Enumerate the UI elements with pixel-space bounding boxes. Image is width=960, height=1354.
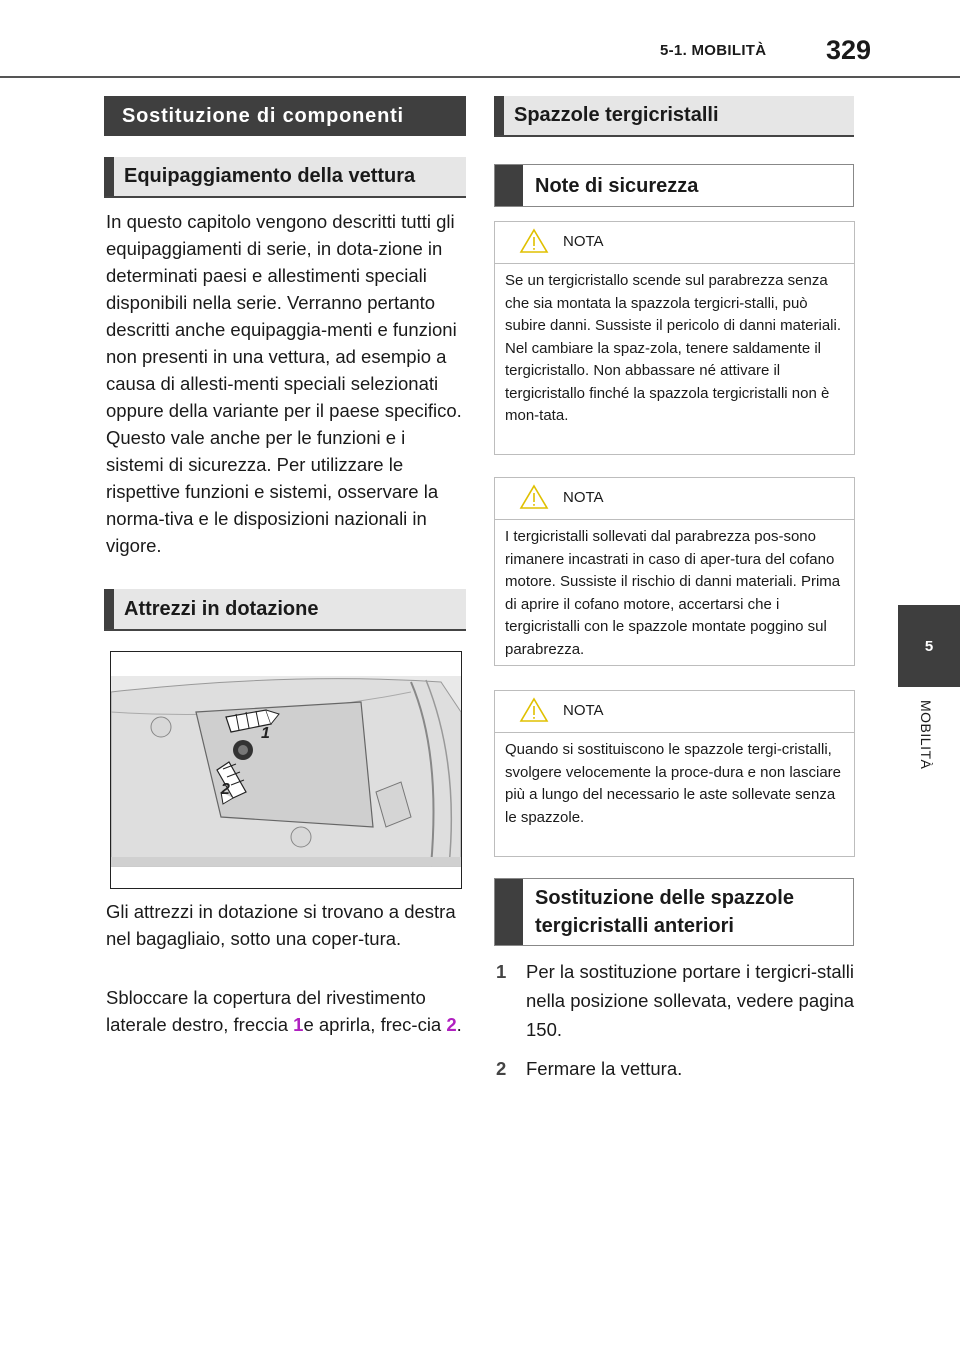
heading-safety-notes xyxy=(494,164,854,207)
section-title-wipers xyxy=(494,96,854,137)
figure-label-1: 1 xyxy=(261,725,270,742)
step-number: 2 xyxy=(496,1058,507,1079)
note-label: NOTA xyxy=(563,489,604,506)
step-item xyxy=(496,957,856,1044)
note-label: NOTA xyxy=(563,702,604,719)
note-box xyxy=(494,690,855,857)
step-text: Fermare la vettura. xyxy=(526,1058,683,1079)
warning-icon xyxy=(519,697,549,723)
subheading-equipment-text: Equipaggiamento della vettura xyxy=(124,165,416,187)
subheading-equipment xyxy=(104,157,466,198)
equipment-paragraph-text: In questo capitolo vengono descritti tutti gli equipaggiamenti di serie, in dota-zione in determinati paesi e allestimenti speciali disponibili nella serie. Verranno pertanto descritti anche equipaggia-menti e funzioni non presenti in una vettura, ad esempio a causa di allesti-menti speciali selezionati oppure della variante per il paese specifico. Questo vale anche per le funzioni e i sistemi di sicurezza. Per utilizzare le rispettive funzioni e sistemi, osservare la norma-tiva e le disposizioni nazionali in vigore. xyxy=(106,211,462,556)
warning-icon xyxy=(519,484,549,510)
running-header-section: 5-1. MOBILITÀ xyxy=(660,42,767,59)
page-number: 329 xyxy=(826,35,872,65)
trunk-illustration-drawing xyxy=(111,652,461,888)
step-number: 1 xyxy=(496,961,507,982)
section-title-wipers-text: Spazzole tergicristalli xyxy=(514,104,719,126)
tools-location-text: Gli attrezzi in dotazione si trovano a destra nel bagagliaio, sotto una coper-tura. xyxy=(106,901,456,949)
step-item xyxy=(496,1054,856,1083)
note-text: Quando si sostituiscono le spazzole tergi-cristalli, svolgere velocemente la proce-dura e non lasciare più a lungo del necessario le aste sollevate senza le spazzole. xyxy=(505,741,842,826)
warning-icon xyxy=(519,228,549,254)
note-box xyxy=(494,477,855,666)
note-text: Se un tergicristallo scende sul parabrezza senza che sia montata la spazzola tergicri-stalli, può subire danni. Sussiste il pericolo di danni materiali. Nel cambiare la spaz-zola, tenere saldamente il tergicristallo. Non abbassare né attivare il tergicristallo finché la spazzola tergicristalli non è mon-tata. xyxy=(505,272,842,424)
header-divider xyxy=(0,76,960,78)
figure-label-2: 2 xyxy=(221,781,230,798)
tools-location-paragraph xyxy=(106,898,466,952)
step-text: Per la sostituzione portare i tergicri-stalli nella posizione sollevata, vedere pagina 150. xyxy=(526,961,855,1040)
trunk-illustration xyxy=(110,651,462,889)
tools-unlock-text: Sbloccare la copertura del rivestimento laterale destro, freccia 1e aprirla, frec-cia 2. xyxy=(106,987,462,1035)
chapter-number: 5 xyxy=(924,637,934,655)
note-box xyxy=(494,221,855,455)
chapter-label: MOBILITÀ xyxy=(918,700,934,770)
heading-replace-front-wipers-text: Sostituzione delle spazzole tergicristalli anteriori xyxy=(535,887,794,937)
subheading-tools xyxy=(104,589,466,631)
equipment-paragraph xyxy=(106,208,466,559)
section-title: Sostituzione di componenti xyxy=(104,96,466,136)
subheading-tools-text: Attrezzi in dotazione xyxy=(124,597,319,620)
note-text: I tergicristalli sollevati dal parabrezza pos-sono rimanere incastrati in caso di aper-tura del cofano motore. Sussiste il rischio di danni materiali. Prima di aprire il cofano motore, accertarsi che i tergicristalli con le spazzole montate poggino sul parabrezza. xyxy=(505,528,841,658)
chapter-tab[interactable] xyxy=(898,605,960,687)
heading-safety-notes-text: Note di sicurezza xyxy=(535,174,699,197)
arrow-ref-1: 1 xyxy=(293,1014,304,1035)
arrow-ref-2: 2 xyxy=(446,1014,457,1035)
note-label: NOTA xyxy=(563,233,604,250)
heading-replace-front-wipers xyxy=(494,878,854,946)
tools-unlock-paragraph xyxy=(106,984,466,1038)
